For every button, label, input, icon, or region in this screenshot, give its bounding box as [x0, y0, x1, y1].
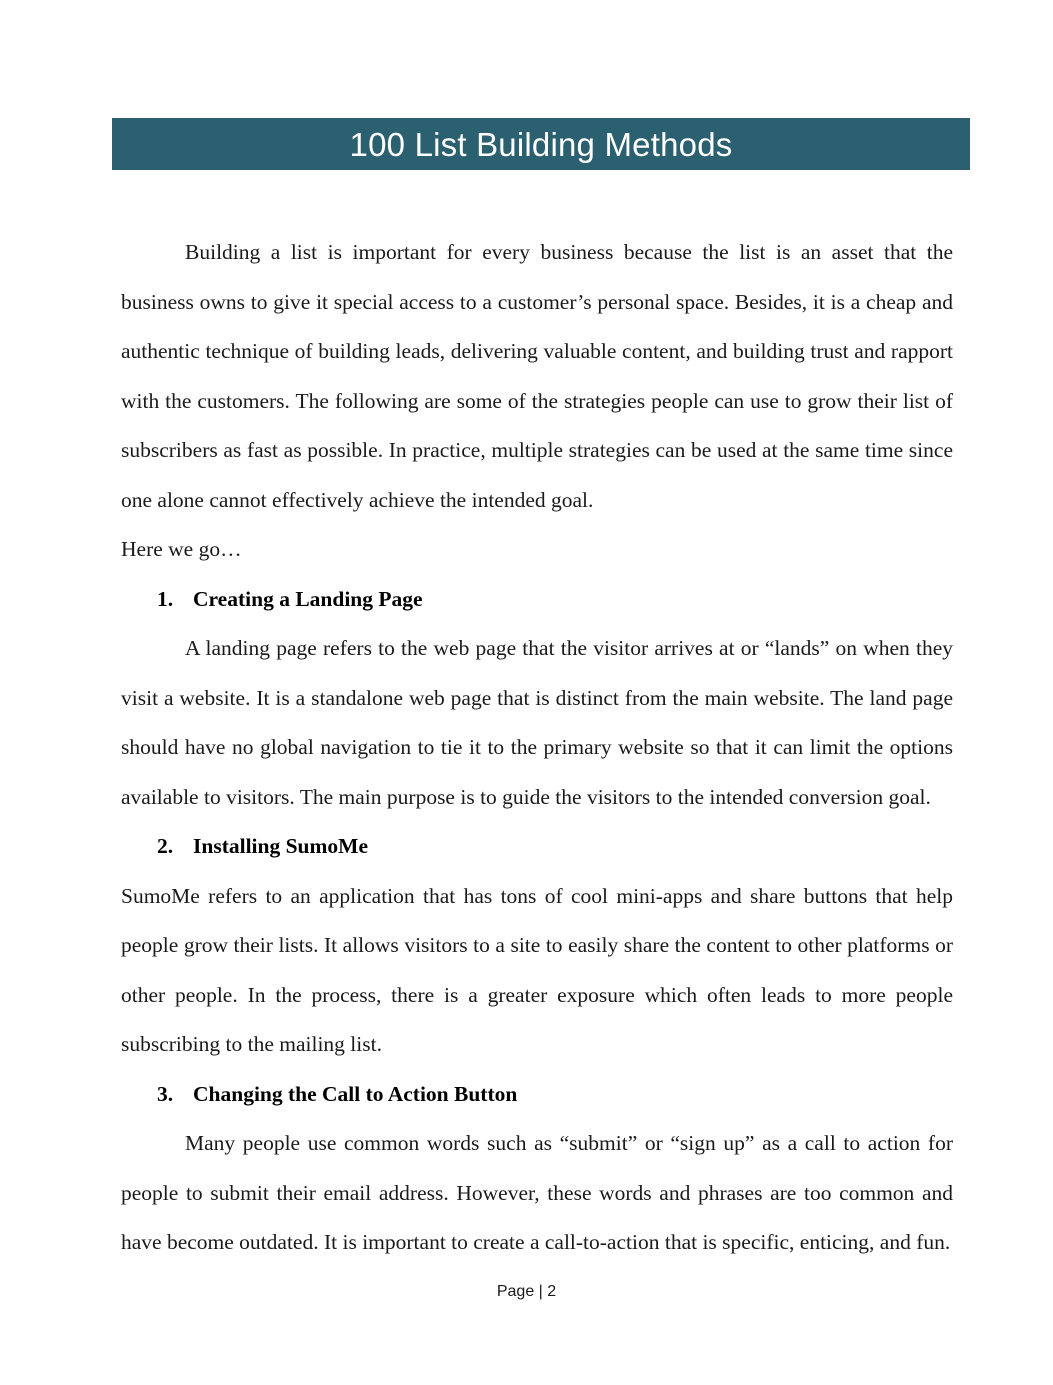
method-body: SumoMe refers to an application that has tons of cool mini-apps and share buttons that help people grow their lists. It allows visitors to a site to easily share the content to other platforms or other people. In the process, there is a greater exposure which often leads to more people subscribing to the mailing list.: [121, 883, 953, 1056]
method-title: Creating a Landing Page: [193, 586, 423, 611]
method-body: Many people use common words such as “submit” or “sign up” as a call to action for people to submit their email address. However, these words and phrases are too common and have become outdated. It is important to create a call-to-action that is specific, enticing, and fun.: [121, 1131, 953, 1254]
intro-paragraph: Building a list is important for every business because the list is an asset that the business owns to give it special access to a customer’s personal space. Besides, it is a cheap and authentic technique of building leads, delivering valuable content, and building trust and rapport with the customers. The following are some of the strategies people can use to grow their list of subscribers as fast as possible. In practice, multiple strategies can be used at the same time since one alone cannot effectively achieve the intended goal.: [121, 240, 953, 512]
method-heading: [121, 1070, 953, 1120]
list-item: [121, 1070, 953, 1268]
method-number: 3.: [157, 1081, 174, 1106]
list-item: [121, 575, 953, 823]
page-title: 100 List Building Methods: [349, 125, 733, 163]
method-number: 2.: [157, 834, 174, 858]
method-heading: [121, 575, 953, 625]
method-body: A landing page refers to the web page that the visitor arrives at or “lands” on when they visit a website. It is a standalone web page that is distinct from the main website. The land page should have no global navigation to tie it to the primary website so that it can limit the options available to visitors. The main purpose is to guide the visitors to the intended conversion goal.: [121, 636, 953, 809]
document-title-banner: [112, 118, 970, 170]
method-number: 1.: [157, 586, 174, 611]
method-title: Changing the Call to Action Button: [193, 1081, 518, 1106]
method-title: Installing SumoMe: [193, 834, 369, 858]
method-heading: [121, 822, 953, 872]
page-footer: Page | 2: [496, 1283, 557, 1300]
methods-list: [121, 575, 953, 1268]
list-item: [121, 822, 953, 1070]
lead-in-text: Here we go…: [121, 537, 242, 561]
document-body: [121, 228, 953, 1268]
